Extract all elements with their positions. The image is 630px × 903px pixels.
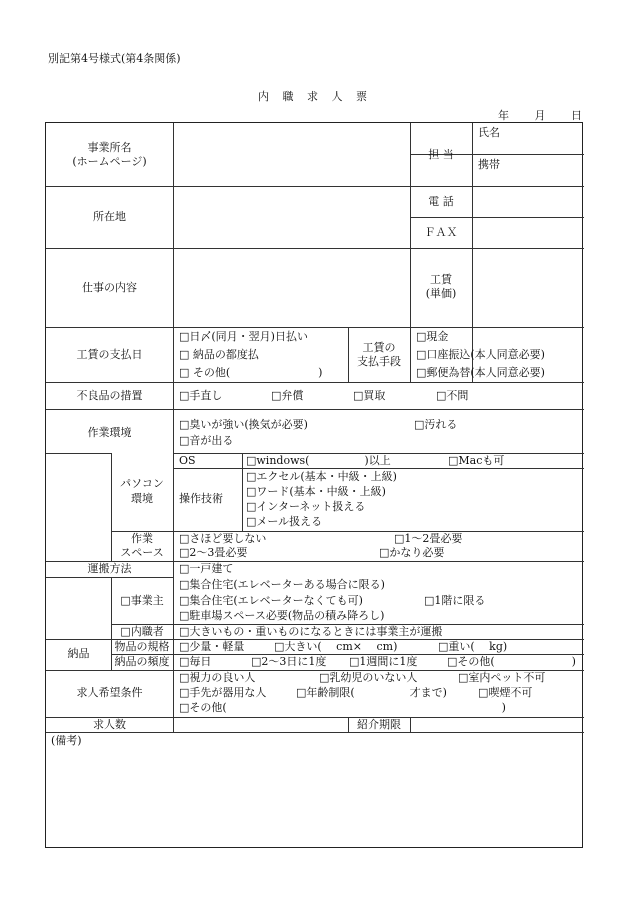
form-id: 別記第4号様式(第4条関係) — [48, 52, 181, 65]
homepage-label: (ホームページ) — [72, 155, 147, 168]
os-mac-option[interactable]: □Macも可 — [448, 454, 505, 467]
payment-method-label: 支払手段 — [357, 355, 401, 368]
period-label: 紹介期限 — [357, 718, 401, 731]
space-label: スペース — [120, 546, 164, 559]
space-option[interactable]: □かなり必要 — [379, 546, 445, 559]
defect-label: 不良品の措置 — [76, 389, 143, 402]
skill-option[interactable]: □ワード(基本・中級・上級) — [246, 485, 386, 498]
address-label: 所在地 — [93, 210, 126, 223]
pc-env-label: 環境 — [131, 492, 153, 505]
delivery-freq-option[interactable]: □その他( ) — [447, 655, 576, 668]
requirement-option[interactable]: □その他( ) — [179, 701, 506, 714]
office-label: 事業所名 — [87, 141, 132, 154]
skill-option[interactable]: □エクセル(基本・中級・上級) — [246, 470, 397, 483]
payment-option[interactable]: □ 納品の都度払 — [179, 348, 259, 361]
transport-option[interactable]: □一戸建て — [179, 562, 234, 575]
count-label: 求人数 — [93, 718, 126, 731]
space-label: 作業 — [131, 532, 153, 545]
delivery-spec-option[interactable]: □少量・軽量 — [179, 640, 245, 653]
skill-option[interactable]: □メール扱える — [246, 515, 323, 528]
defect-option[interactable]: □不問 — [436, 389, 469, 402]
skill-option[interactable]: □インターネット扱える — [246, 500, 366, 513]
phone-label: 電 話 — [428, 195, 454, 208]
unit-price-label: (単価) — [425, 287, 457, 300]
delivery-freq-label: 納品の頻度 — [114, 655, 170, 668]
space-option[interactable]: □1～2畳必要 — [394, 532, 463, 545]
mobile-label: 携帯 — [478, 158, 500, 171]
requirement-option[interactable]: □喫煙不可 — [478, 686, 533, 699]
environment-option[interactable]: □臭いが強い(換気が必要) — [179, 418, 308, 431]
delivery-freq-option[interactable]: □1週間に1度 — [349, 655, 418, 668]
delivery-spec-label: 物品の規格 — [114, 640, 170, 653]
payment-method-label: 工賃の — [362, 341, 396, 354]
requirement-option[interactable]: □視力の良い人 — [179, 671, 256, 684]
payment-option[interactable]: □ その他( ) — [179, 366, 323, 379]
os-windows-option[interactable]: □windows( )以上 — [246, 454, 391, 467]
skill-label: 操作技術 — [179, 492, 223, 505]
payment-option[interactable]: □日〆(同月・翌月)日払い — [179, 330, 308, 343]
space-option[interactable]: □さほど要しない — [179, 532, 267, 545]
requirement-option[interactable]: □年齢制限( 才まで) — [296, 686, 447, 699]
os-label: OS — [179, 454, 196, 467]
requirement-option[interactable]: □室内ペット不可 — [458, 671, 546, 684]
transport-label: 運搬方法 — [87, 562, 132, 575]
delivery-freq-option[interactable]: □2～3日に1度 — [251, 655, 327, 668]
defect-option[interactable]: □弁償 — [271, 389, 304, 402]
fax-label: ＦＡＸ — [424, 226, 458, 239]
environment-option[interactable]: □汚れる — [414, 418, 458, 431]
defect-option[interactable]: □手直し — [179, 389, 223, 402]
environment-label: 作業環境 — [87, 426, 132, 439]
transport-option[interactable]: □1階に限る — [424, 594, 486, 607]
notes-label: (備考) — [51, 734, 82, 747]
work-label: 仕事の内容 — [82, 281, 137, 294]
transport-option[interactable]: □駐車場スペース必要(物品の積み降ろし) — [179, 609, 385, 622]
date-field: 年 月 日 — [498, 109, 582, 122]
transport-option[interactable]: □集合住宅(エレベーターある場合に限る) — [179, 578, 385, 591]
delivery-spec-option[interactable]: □大きい( cm× cm) — [274, 640, 398, 653]
transport-option[interactable]: □集合住宅(エレベーターなくても可) — [179, 594, 363, 607]
requirements-label: 求人希望条件 — [76, 686, 143, 699]
pc-env-label: パソコン — [120, 477, 164, 490]
delivery-label: 納品 — [67, 647, 90, 660]
defect-option[interactable]: □買取 — [353, 389, 386, 402]
page-title: 内 職 求 人 票 — [258, 90, 372, 103]
wage-label: 工賃 — [430, 273, 452, 286]
environment-option[interactable]: □音が出る — [179, 434, 234, 447]
name-label: 氏名 — [478, 126, 500, 139]
requirement-option[interactable]: □乳幼児のいない人 — [319, 671, 418, 684]
payment-label: 工賃の支払日 — [76, 348, 143, 361]
requirement-option[interactable]: □手先が器用な人 — [179, 686, 267, 699]
delivery-spec-option[interactable]: □重い( kg) — [438, 640, 508, 653]
payment-method-option[interactable]: □郵便為替(本人同意必要) — [416, 366, 545, 379]
space-option[interactable]: □2～3畳必要 — [179, 546, 248, 559]
transport-worker-option[interactable]: □内職者 — [120, 625, 164, 638]
contact-label: 担 当 — [428, 148, 454, 161]
payment-method-option[interactable]: □口座振込(本人同意必要) — [416, 348, 545, 361]
form-table — [45, 122, 583, 848]
transport-employer-option[interactable]: □事業主 — [120, 594, 164, 607]
payment-method-option[interactable]: □現金 — [416, 330, 449, 343]
delivery-freq-option[interactable]: □毎日 — [179, 655, 212, 668]
transport-worker-note[interactable]: □大きいもの・重いものになるときには事業主が運搬 — [179, 625, 443, 638]
